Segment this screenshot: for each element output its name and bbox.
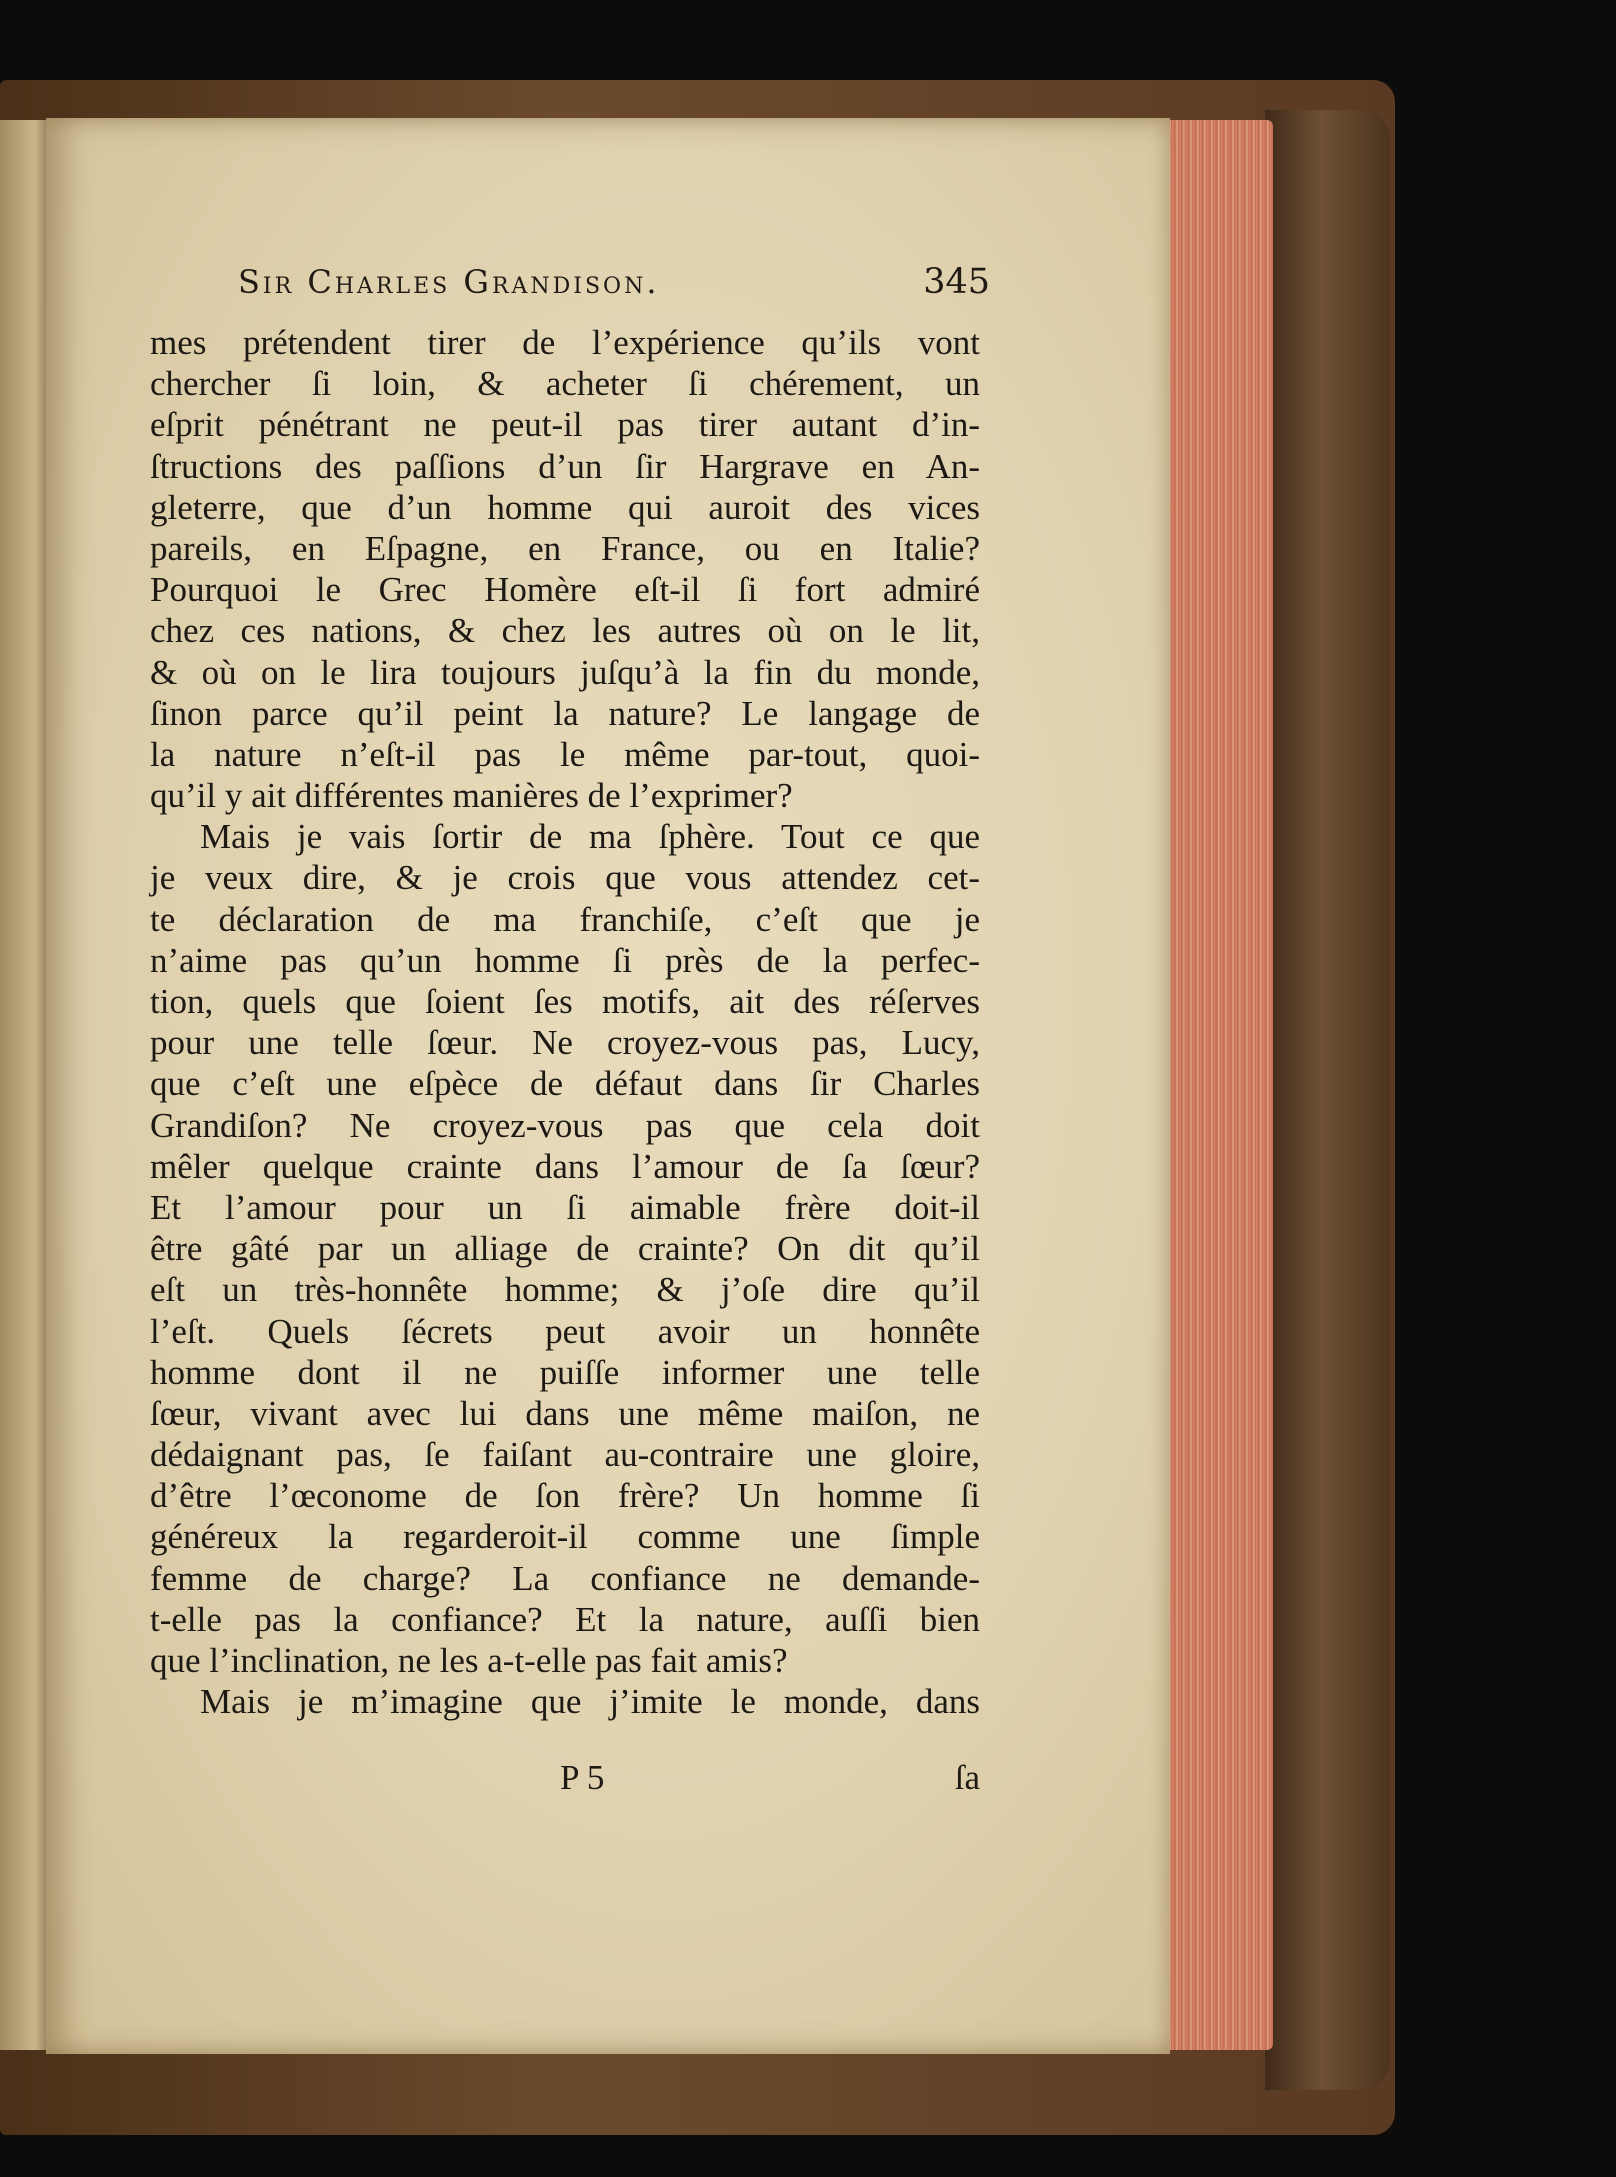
signature-mark: P 5 bbox=[560, 1758, 605, 1797]
text-line: gleterre, que d’un homme qui auroit des vices bbox=[150, 487, 980, 527]
text-line: t-elle pas la confiance? Et la nature, auſſi bien bbox=[150, 1599, 980, 1639]
page-number: 345 bbox=[923, 262, 990, 302]
text-line: la nature n’eſt-il pas le même par-tout, quoi- bbox=[150, 734, 980, 774]
text-line: eſt un très-honnête homme; & j’oſe dire qu’il bbox=[150, 1270, 980, 1310]
text-line: te déclaration de ma franchiſe, c’eſt que je bbox=[150, 899, 980, 939]
text-line: que c’eſt une eſpèce de défaut dans ſir Charles bbox=[150, 1064, 980, 1104]
text-line: Mais je m’imagine que j’imite le monde, dans bbox=[200, 1682, 980, 1722]
page-footer bbox=[560, 1758, 980, 1806]
text-line: qu’il y ait différentes manières de l’exprimer? bbox=[150, 776, 793, 816]
text-line: Pourquoi le Grec Homère eſt-il ſi fort admiré bbox=[150, 570, 980, 610]
text-line: je veux dire, & je crois que vous attendez cet- bbox=[150, 858, 980, 898]
text-line: dédaignant pas, ſe faiſant au-contraire une gloire, bbox=[150, 1435, 980, 1475]
text-line: généreux la regarderoit-il comme une ſimple bbox=[150, 1517, 980, 1557]
catchword: ſa bbox=[954, 1758, 980, 1797]
text-line: pareils, en Eſpagne, en France, ou en Italie? bbox=[150, 528, 980, 568]
text-line: & où on le lira toujours juſqu’à la fin du monde, bbox=[150, 652, 980, 692]
text-line: femme de charge? La confiance ne demande- bbox=[150, 1558, 980, 1598]
text-line: tion, quels que ſoient ſes motifs, ait des réſerves bbox=[150, 982, 980, 1021]
book-binding-edge bbox=[1265, 110, 1390, 2090]
text-line: ſœur, vivant avec lui dans une même maiſon, ne bbox=[150, 1393, 980, 1433]
text-line: eſprit pénétrant ne peut-il pas tirer autant d’in- bbox=[150, 405, 980, 445]
running-head bbox=[238, 262, 990, 312]
text-line: chercher ſi loin, & acheter ſi chérement, un bbox=[150, 364, 980, 404]
page-edges bbox=[1165, 120, 1273, 2050]
text-line: homme dont il ne puiſſe informer une telle bbox=[150, 1352, 980, 1392]
text-line: Grandiſon? Ne croyez-vous pas que cela doit bbox=[150, 1105, 980, 1145]
text-line: pour une telle ſœur. Ne croyez-vous pas, Lucy, bbox=[150, 1023, 980, 1063]
text-line: ſtructions des paſſions d’un ſir Hargrave en An- bbox=[150, 446, 980, 486]
text-line: n’aime pas qu’un homme ſi près de la perfec- bbox=[150, 940, 980, 980]
text-line: l’eſt. Quels ſécrets peut avoir un honnête bbox=[150, 1311, 980, 1351]
text-line: Mais je vais ſortir de ma ſphère. Tout ce que bbox=[200, 817, 980, 857]
facing-page-edge bbox=[0, 120, 50, 2050]
text-line: chez ces nations, & chez les autres où on le lit, bbox=[150, 611, 980, 651]
body-text bbox=[150, 322, 980, 1722]
text-line: d’être l’œconome de ſon frère? Un homme ſi bbox=[150, 1476, 980, 1516]
text-line: être gâté par un alliage de crainte? On dit qu’il bbox=[150, 1229, 980, 1269]
text-line: Et l’amour pour un ſi aimable frère doit-il bbox=[150, 1187, 980, 1227]
text-line: mes prétendent tirer de l’expérience qu’ils vont bbox=[150, 323, 980, 362]
text-line: que l’inclination, ne les a-t-elle pas fait amis? bbox=[150, 1641, 788, 1680]
text-line: mêler quelque crainte dans l’amour de ſa ſœur? bbox=[150, 1146, 980, 1186]
running-head-title: Sir Charles Grandison. bbox=[238, 263, 660, 301]
text-line: ſinon parce qu’il peint la nature? Le langage de bbox=[150, 693, 980, 733]
